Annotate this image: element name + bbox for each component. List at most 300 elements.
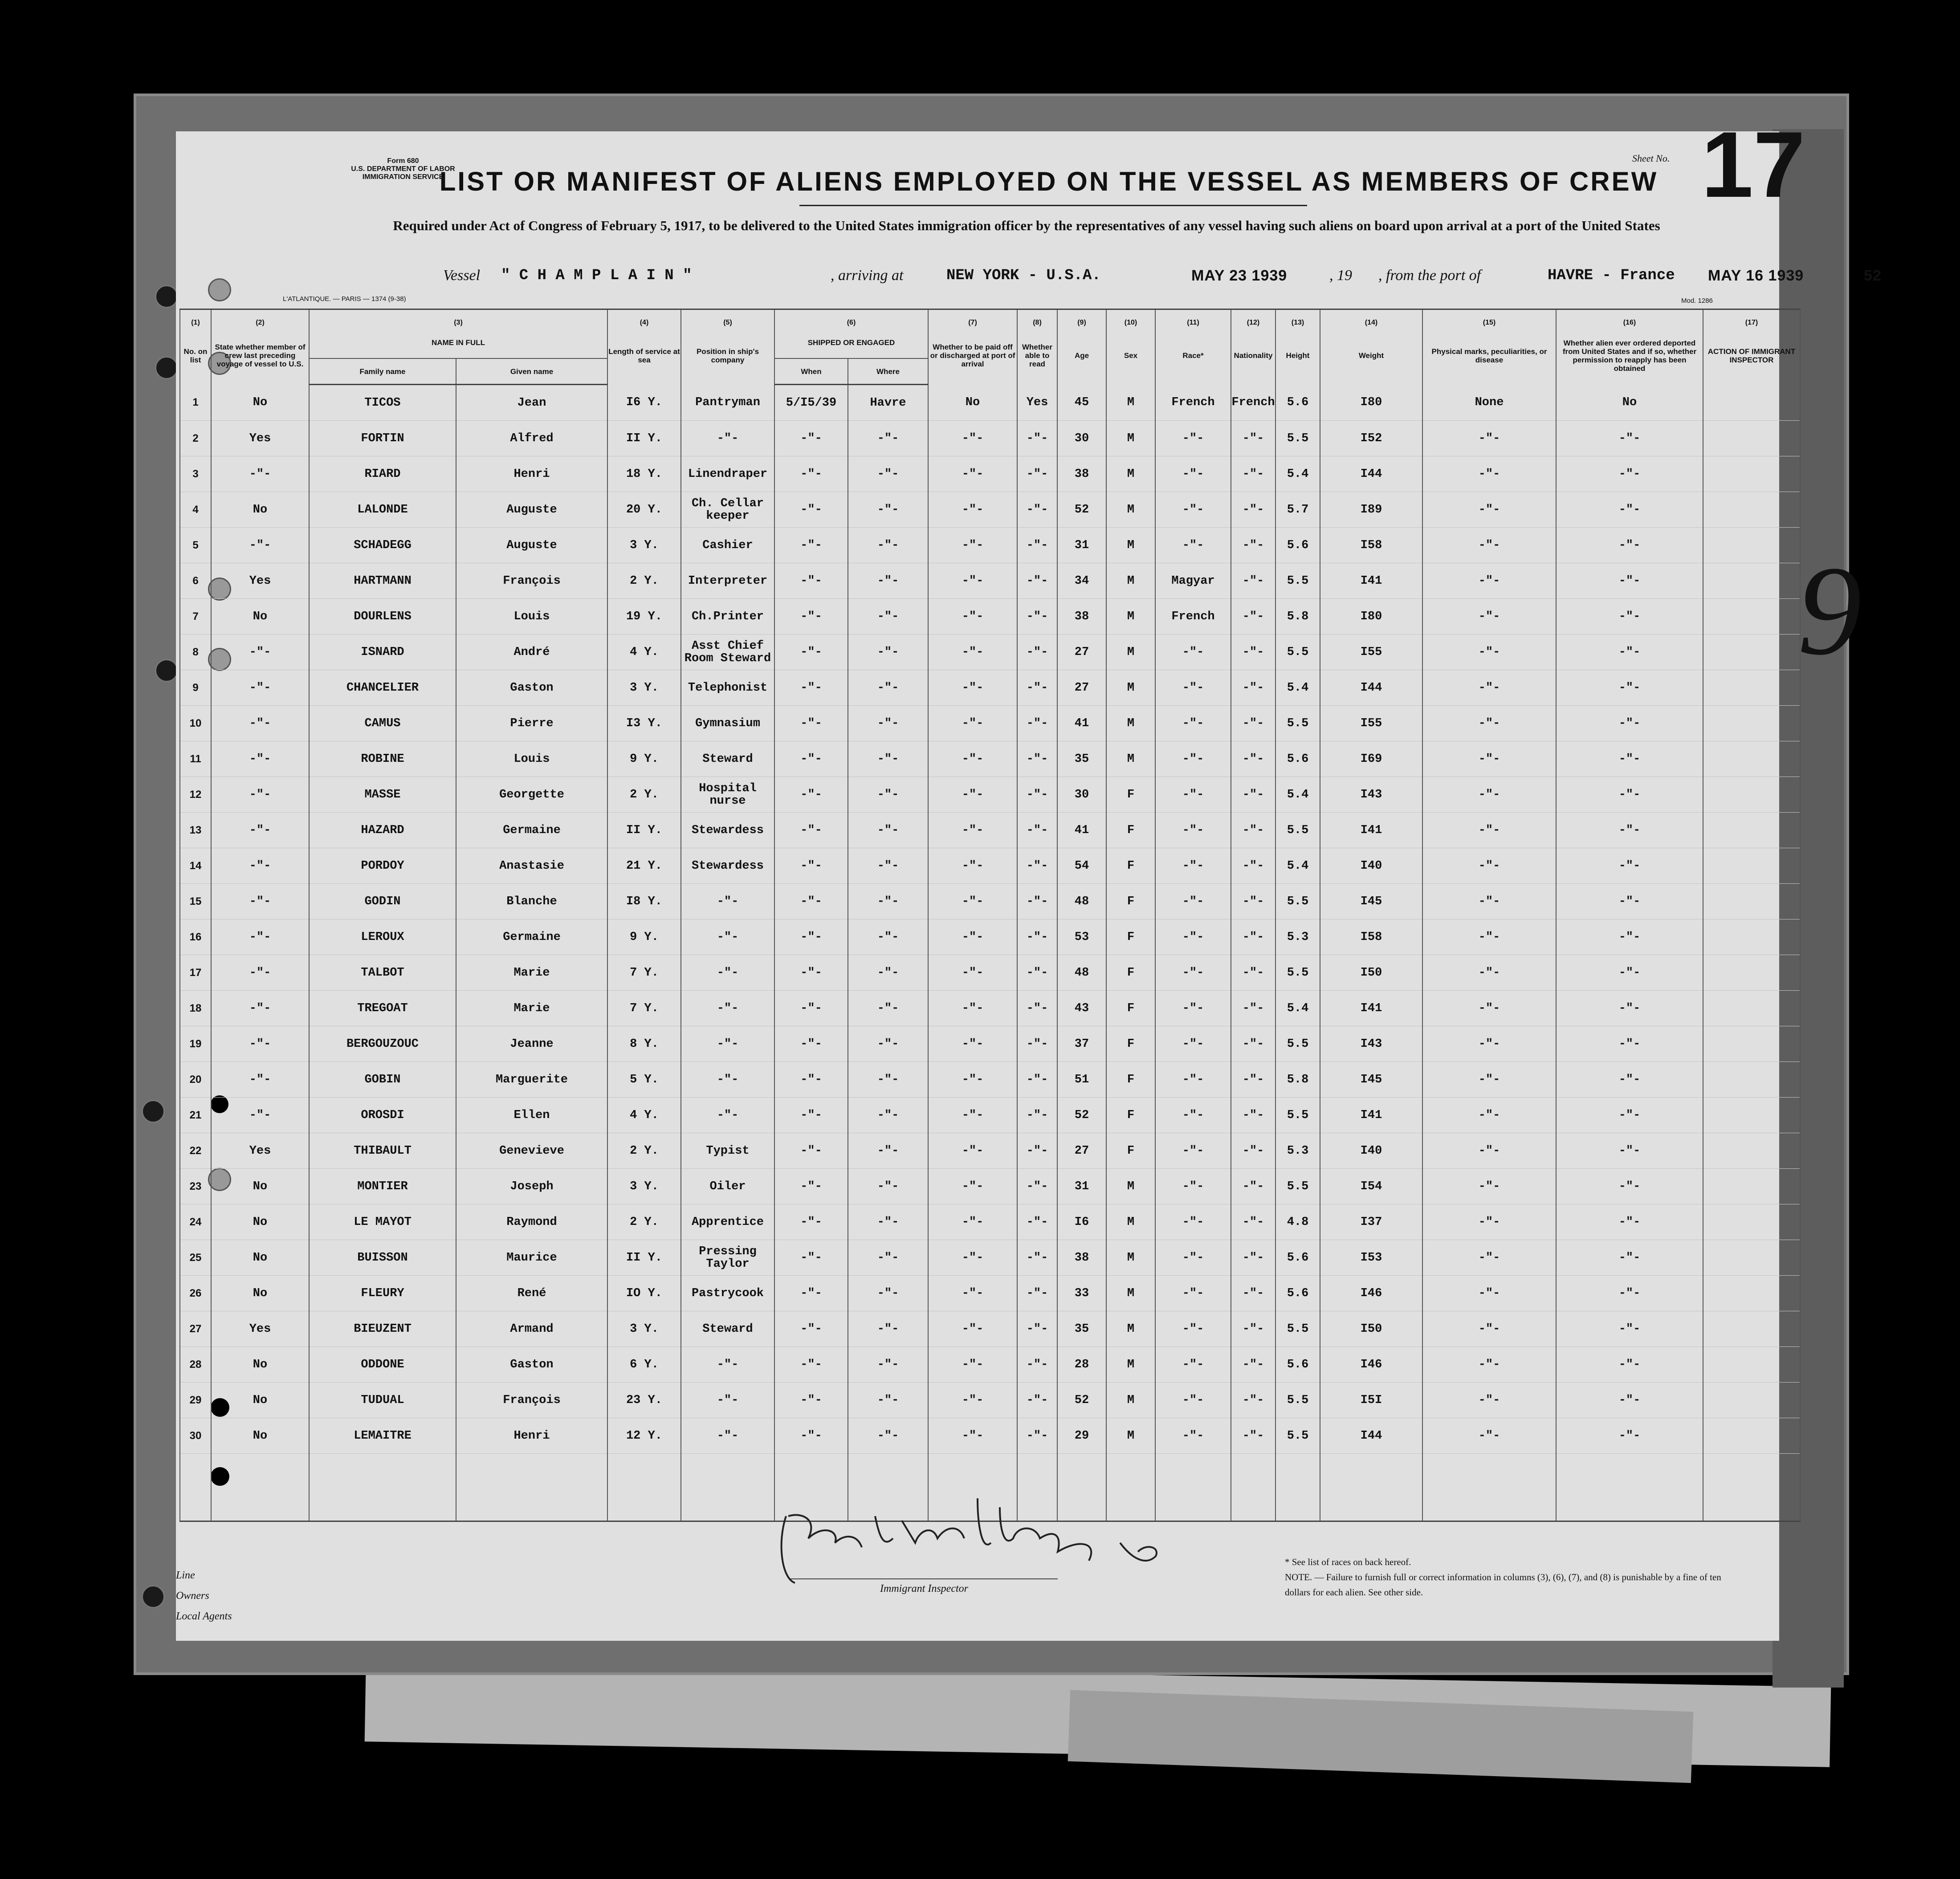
column-number: (15): [1422, 309, 1556, 327]
cell-nationality: -"-: [1231, 813, 1275, 848]
page-title: LIST OR MANIFEST OF ALIENS EMPLOYED ON THE VESSEL AS MEMBERS OF CREW: [439, 167, 1658, 196]
cell-height: 5.6: [1275, 1276, 1320, 1311]
column-number: (17): [1703, 309, 1800, 327]
cell-previous-voyage: Yes: [211, 1311, 309, 1347]
cell-race: -"-: [1155, 777, 1231, 813]
cell-paid-off: -"-: [928, 1062, 1017, 1098]
cell-family-name: TUDUAL: [309, 1383, 456, 1418]
cell-previous-voyage: -"-: [211, 813, 309, 848]
cell-length-of-service: 23 Y.: [607, 1383, 681, 1418]
cell-where: -"-: [848, 991, 928, 1026]
cell-race: French: [1155, 385, 1231, 421]
cell-height: 5.5: [1275, 1383, 1320, 1418]
cell-sex: F: [1106, 1026, 1155, 1062]
inspector-signature-line: [791, 1578, 1058, 1579]
cell-previous-voyage: No: [211, 1418, 309, 1454]
cell-race: -"-: [1155, 528, 1231, 563]
cell-list-number: 23: [180, 1169, 211, 1204]
cell-height: 5.3: [1275, 919, 1320, 955]
cell-paid-off: -"-: [928, 706, 1017, 741]
cell-height: 5.5: [1275, 1169, 1320, 1204]
cell-nationality: -"-: [1231, 1383, 1275, 1418]
cell-sex: M: [1106, 1169, 1155, 1204]
cell-given-name: Gaston: [456, 1347, 607, 1383]
cell-sex: F: [1106, 991, 1155, 1026]
cell-nationality: French: [1231, 385, 1275, 421]
cell-deported: -"-: [1556, 599, 1703, 634]
cell-list-number: 2: [180, 421, 211, 456]
printer-imprint: L'ATLANTIQUE. — PARIS — 1374 (9-38): [283, 295, 406, 303]
cell-able-to-read: -"-: [1017, 1026, 1057, 1062]
column-number: (8): [1017, 309, 1057, 327]
table-row: [180, 1383, 1800, 1418]
cell-when: -"-: [774, 1169, 848, 1204]
cell-deported: -"-: [1556, 1098, 1703, 1133]
binder-hole: [155, 659, 178, 682]
cell-weight: I41: [1320, 1098, 1422, 1133]
header-family-name: Family name: [309, 358, 456, 385]
table-row: [180, 528, 1800, 563]
cell-race: -"-: [1155, 1026, 1231, 1062]
cell-age: 28: [1057, 1347, 1106, 1383]
cell-previous-voyage: No: [211, 1204, 309, 1240]
table-row: [180, 421, 1800, 456]
cell-deported: -"-: [1556, 991, 1703, 1026]
cell-deported: No: [1556, 385, 1703, 421]
cell-list-number: 21: [180, 1098, 211, 1133]
cell-when: -"-: [774, 1383, 848, 1418]
cell-age: 51: [1057, 1062, 1106, 1098]
table-row: [180, 991, 1800, 1026]
cell-paid-off: -"-: [928, 919, 1017, 955]
cell-previous-voyage: Yes: [211, 421, 309, 456]
cell-physical-marks: -"-: [1422, 955, 1556, 991]
cell-physical-marks: -"-: [1422, 884, 1556, 919]
cell-previous-voyage: -"-: [211, 528, 309, 563]
cell-where: -"-: [848, 1026, 928, 1062]
arriving-port: NEW YORK - U.S.A.: [946, 267, 1101, 284]
cell-length-of-service: 18 Y.: [607, 456, 681, 492]
cell-age: 38: [1057, 599, 1106, 634]
sheet-number: 17: [1701, 112, 1805, 217]
cell-race: -"-: [1155, 670, 1231, 706]
cell-inspector-action: [1703, 1204, 1800, 1240]
cell-position: -"-: [681, 1098, 774, 1133]
cell-position: -"-: [681, 884, 774, 919]
cell-deported: -"-: [1556, 919, 1703, 955]
cell-deported: -"-: [1556, 884, 1703, 919]
cell-list-number: 17: [180, 955, 211, 991]
cell-given-name: Marie: [456, 991, 607, 1026]
cell-position: Interpreter: [681, 563, 774, 599]
stamp-number: 52: [1864, 267, 1882, 284]
cell-position: Gymnasium: [681, 706, 774, 741]
cell-length-of-service: 3 Y.: [607, 528, 681, 563]
cell-age: 34: [1057, 563, 1106, 599]
cell-physical-marks: -"-: [1422, 528, 1556, 563]
cell-family-name: HAZARD: [309, 813, 456, 848]
table-row: [180, 1133, 1800, 1169]
cell-given-name: Jean: [456, 385, 607, 421]
cell-deported: -"-: [1556, 528, 1703, 563]
cell-family-name: CAMUS: [309, 706, 456, 741]
cell-deported: -"-: [1556, 741, 1703, 777]
cell-weight: I50: [1320, 955, 1422, 991]
form-number: Form 680: [387, 157, 419, 165]
cell-when: -"-: [774, 813, 848, 848]
cell-sex: F: [1106, 955, 1155, 991]
year-label: , 19: [1329, 267, 1352, 284]
cell-position: -"-: [681, 1418, 774, 1454]
cell-weight: I46: [1320, 1347, 1422, 1383]
cell-nationality: -"-: [1231, 955, 1275, 991]
cell-where: -"-: [848, 919, 928, 955]
blank-cell: [1422, 1454, 1556, 1521]
cell-where: -"-: [848, 777, 928, 813]
cell-able-to-read: -"-: [1017, 456, 1057, 492]
cell-physical-marks: -"-: [1422, 848, 1556, 884]
cell-family-name: OROSDI: [309, 1098, 456, 1133]
table-row: [180, 1026, 1800, 1062]
department-name: U.S. DEPARTMENT OF LABOR: [351, 165, 455, 173]
cell-sex: F: [1106, 919, 1155, 955]
cell-sex: M: [1106, 741, 1155, 777]
cell-family-name: BERGOUZOUC: [309, 1026, 456, 1062]
cell-weight: I44: [1320, 670, 1422, 706]
cell-weight: I45: [1320, 884, 1422, 919]
cell-when: -"-: [774, 528, 848, 563]
cell-able-to-read: -"-: [1017, 884, 1057, 919]
cell-family-name: TREGOAT: [309, 991, 456, 1026]
cell-given-name: Henri: [456, 456, 607, 492]
cell-length-of-service: 2 Y.: [607, 777, 681, 813]
cell-nationality: -"-: [1231, 1418, 1275, 1454]
cell-age: 29: [1057, 1418, 1106, 1454]
cell-inspector-action: [1703, 1062, 1800, 1098]
table-row: [180, 741, 1800, 777]
cell-physical-marks: -"-: [1422, 1347, 1556, 1383]
cell-previous-voyage: No: [211, 385, 309, 421]
cell-where: -"-: [848, 1240, 928, 1276]
cell-inspector-action: [1703, 599, 1800, 634]
cell-length-of-service: II Y.: [607, 813, 681, 848]
cell-when: -"-: [774, 421, 848, 456]
cell-previous-voyage: -"-: [211, 1098, 309, 1133]
column-number: (3): [309, 309, 607, 327]
arriving-label: , arriving at: [831, 267, 904, 284]
cell-age: 48: [1057, 955, 1106, 991]
cell-when: -"-: [774, 1347, 848, 1383]
cell-able-to-read: -"-: [1017, 1311, 1057, 1347]
cell-given-name: Louis: [456, 741, 607, 777]
cell-when: -"-: [774, 706, 848, 741]
cell-physical-marks: -"-: [1422, 777, 1556, 813]
table-row: [180, 1240, 1800, 1276]
cell-physical-marks: -"-: [1422, 599, 1556, 634]
cell-position: -"-: [681, 991, 774, 1026]
header-given-name: Given name: [456, 358, 607, 385]
cell-height: 5.7: [1275, 492, 1320, 528]
cell-length-of-service: 2 Y.: [607, 1133, 681, 1169]
cell-height: 4.8: [1275, 1204, 1320, 1240]
cell-position: -"-: [681, 919, 774, 955]
cell-height: 5.4: [1275, 456, 1320, 492]
races-note: * See list of races on back hereof.: [1285, 1557, 1411, 1567]
cell-deported: -"-: [1556, 1026, 1703, 1062]
cell-length-of-service: I3 Y.: [607, 706, 681, 741]
cell-nationality: -"-: [1231, 1133, 1275, 1169]
cell-able-to-read: -"-: [1017, 1347, 1057, 1383]
cell-sex: M: [1106, 1240, 1155, 1276]
cell-position: Linendraper: [681, 456, 774, 492]
cell-age: 45: [1057, 385, 1106, 421]
table-row: [180, 1418, 1800, 1454]
cell-able-to-read: -"-: [1017, 1418, 1057, 1454]
cell-nationality: -"-: [1231, 991, 1275, 1026]
cell-position: -"-: [681, 1347, 774, 1383]
cell-age: 31: [1057, 528, 1106, 563]
cell-age: 27: [1057, 1133, 1106, 1169]
blank-cell: [1556, 1454, 1703, 1521]
cell-when: -"-: [774, 456, 848, 492]
cell-when: -"-: [774, 848, 848, 884]
cell-able-to-read: -"-: [1017, 599, 1057, 634]
margin-annotation: [1790, 534, 1879, 695]
header-age: Age: [1057, 327, 1106, 385]
cell-family-name: MASSE: [309, 777, 456, 813]
cell-nationality: -"-: [1231, 1062, 1275, 1098]
table-row: [180, 670, 1800, 706]
page-subtitle: Required under Act of Congress of February 5, 1917, to be delivered to the United States immigration officer by the representatives of any vessel having such aliens on board upon arrival at a port of the United States: [393, 218, 1660, 233]
cell-paid-off: -"-: [928, 421, 1017, 456]
cell-given-name: André: [456, 634, 607, 670]
cell-weight: I55: [1320, 706, 1422, 741]
cell-family-name: SCHADEGG: [309, 528, 456, 563]
cell-age: 27: [1057, 634, 1106, 670]
cell-when: -"-: [774, 599, 848, 634]
cell-physical-marks: -"-: [1422, 1098, 1556, 1133]
cell-physical-marks: None: [1422, 385, 1556, 421]
cell-race: -"-: [1155, 991, 1231, 1026]
cell-sex: M: [1106, 1418, 1155, 1454]
cell-family-name: LE MAYOT: [309, 1204, 456, 1240]
cell-when: -"-: [774, 563, 848, 599]
cell-physical-marks: -"-: [1422, 1311, 1556, 1347]
cell-when: -"-: [774, 1276, 848, 1311]
cell-age: 52: [1057, 1098, 1106, 1133]
cell-inspector-action: [1703, 1133, 1800, 1169]
cell-where: -"-: [848, 670, 928, 706]
cell-sex: F: [1106, 813, 1155, 848]
inspector-label: Immigrant Inspector: [880, 1583, 968, 1594]
cell-physical-marks: -"-: [1422, 1418, 1556, 1454]
cell-inspector-action: [1703, 1383, 1800, 1418]
cell-height: 5.5: [1275, 563, 1320, 599]
cell-family-name: LEROUX: [309, 919, 456, 955]
blank-cell: [211, 1454, 309, 1521]
cell-list-number: 29: [180, 1383, 211, 1418]
cell-weight: I69: [1320, 741, 1422, 777]
cell-family-name: LALONDE: [309, 492, 456, 528]
header-name-in-full: NAME IN FULL: [309, 327, 607, 358]
cell-paid-off: -"-: [928, 1169, 1017, 1204]
cell-physical-marks: -"-: [1422, 741, 1556, 777]
cell-weight: I80: [1320, 385, 1422, 421]
cell-previous-voyage: -"-: [211, 991, 309, 1026]
cell-age: 30: [1057, 421, 1106, 456]
fine-note: [1285, 1570, 1721, 1600]
header-deported: Whether alien ever ordered deported from United States and if so, whether permission to reapply has been obtained: [1556, 327, 1703, 385]
cell-position: Pantryman: [681, 385, 774, 421]
cell-family-name: TALBOT: [309, 955, 456, 991]
cell-inspector-action: [1703, 884, 1800, 919]
cell-nationality: -"-: [1231, 528, 1275, 563]
cell-physical-marks: -"-: [1422, 991, 1556, 1026]
cell-able-to-read: -"-: [1017, 777, 1057, 813]
column-number: (7): [928, 309, 1017, 327]
cell-list-number: 27: [180, 1311, 211, 1347]
cell-nationality: -"-: [1231, 741, 1275, 777]
cell-previous-voyage: -"-: [211, 884, 309, 919]
cell-inspector-action: [1703, 385, 1800, 421]
cell-list-number: 11: [180, 741, 211, 777]
cell-family-name: FORTIN: [309, 421, 456, 456]
cell-position: Ch. Cellar keeper: [681, 492, 774, 528]
cell-physical-marks: -"-: [1422, 706, 1556, 741]
cell-sex: M: [1106, 528, 1155, 563]
cell-inspector-action: [1703, 1347, 1800, 1383]
cell-family-name: RIARD: [309, 456, 456, 492]
cell-age: 31: [1057, 1169, 1106, 1204]
cell-given-name: Jeanne: [456, 1026, 607, 1062]
cell-where: -"-: [848, 1276, 928, 1311]
cell-family-name: PORDOY: [309, 848, 456, 884]
cell-able-to-read: -"-: [1017, 1276, 1057, 1311]
header-when: When: [774, 358, 848, 385]
header-shipped-engaged: SHIPPED OR ENGAGED: [774, 327, 928, 358]
cell-height: 5.5: [1275, 1311, 1320, 1347]
cell-position: -"-: [681, 955, 774, 991]
cell-list-number: 26: [180, 1276, 211, 1311]
cell-race: -"-: [1155, 741, 1231, 777]
cell-length-of-service: 4 Y.: [607, 1098, 681, 1133]
cell-inspector-action: [1703, 1026, 1800, 1062]
cell-race: -"-: [1155, 919, 1231, 955]
cell-nationality: -"-: [1231, 919, 1275, 955]
crew-manifest-table: [179, 309, 1801, 1522]
cell-given-name: René: [456, 1276, 607, 1311]
cell-age: 54: [1057, 848, 1106, 884]
cell-list-number: 15: [180, 884, 211, 919]
cell-race: -"-: [1155, 955, 1231, 991]
cell-when: -"-: [774, 919, 848, 955]
cell-list-number: 10: [180, 706, 211, 741]
footer-labels: [176, 1565, 232, 1627]
cell-list-number: 30: [180, 1418, 211, 1454]
cell-when: 5/I5/39: [774, 385, 848, 421]
cell-deported: -"-: [1556, 1133, 1703, 1169]
cell-length-of-service: II Y.: [607, 421, 681, 456]
cell-inspector-action: [1703, 848, 1800, 884]
cell-given-name: Gaston: [456, 670, 607, 706]
cell-paid-off: -"-: [928, 741, 1017, 777]
cell-weight: I43: [1320, 1026, 1422, 1062]
cell-length-of-service: 2 Y.: [607, 1204, 681, 1240]
cell-height: 5.5: [1275, 884, 1320, 919]
header-weight: Weight: [1320, 327, 1422, 385]
cell-paid-off: -"-: [928, 528, 1017, 563]
cell-inspector-action: [1703, 813, 1800, 848]
column-number: (16): [1556, 309, 1703, 327]
cell-position: Apprentice: [681, 1204, 774, 1240]
cell-paid-off: -"-: [928, 1418, 1017, 1454]
cell-nationality: -"-: [1231, 670, 1275, 706]
cell-previous-voyage: Yes: [211, 563, 309, 599]
vessel-info-line: [310, 267, 1882, 289]
note-text: Failure to furnish full or correct information in columns (3), (6), (7), and (8) is punishable by a fine of ten dollars for each alien. See other side.: [1285, 1572, 1721, 1598]
cell-list-number: 5: [180, 528, 211, 563]
cell-age: 30: [1057, 777, 1106, 813]
cell-sex: M: [1106, 385, 1155, 421]
cell-when: -"-: [774, 1098, 848, 1133]
cell-previous-voyage: -"-: [211, 955, 309, 991]
cell-physical-marks: -"-: [1422, 421, 1556, 456]
cell-deported: -"-: [1556, 955, 1703, 991]
blank-cell: [456, 1454, 607, 1521]
cell-deported: -"-: [1556, 563, 1703, 599]
cell-nationality: -"-: [1231, 634, 1275, 670]
table-row: [180, 634, 1800, 670]
cell-able-to-read: -"-: [1017, 1204, 1057, 1240]
cell-physical-marks: -"-: [1422, 670, 1556, 706]
cell-age: 35: [1057, 1311, 1106, 1347]
cell-able-to-read: -"-: [1017, 955, 1057, 991]
cell-sex: F: [1106, 884, 1155, 919]
cell-race: -"-: [1155, 1133, 1231, 1169]
cell-where: -"-: [848, 1347, 928, 1383]
cell-weight: I46: [1320, 1276, 1422, 1311]
cell-previous-voyage: -"-: [211, 670, 309, 706]
cell-paid-off: -"-: [928, 456, 1017, 492]
cell-age: 27: [1057, 670, 1106, 706]
cell-race: -"-: [1155, 1062, 1231, 1098]
cell-able-to-read: -"-: [1017, 813, 1057, 848]
manifest-body: [180, 385, 1800, 1521]
table-row: [180, 1098, 1800, 1133]
cell-deported: -"-: [1556, 1276, 1703, 1311]
inspector-signature: [768, 1489, 1169, 1592]
cell-family-name: BIEUZENT: [309, 1311, 456, 1347]
cell-length-of-service: 6 Y.: [607, 1347, 681, 1383]
cell-physical-marks: -"-: [1422, 1133, 1556, 1169]
cell-when: -"-: [774, 670, 848, 706]
cell-height: 5.3: [1275, 1133, 1320, 1169]
cell-inspector-action: [1703, 955, 1800, 991]
cell-given-name: Raymond: [456, 1204, 607, 1240]
cell-position: Stewardess: [681, 848, 774, 884]
cell-nationality: -"-: [1231, 1026, 1275, 1062]
cell-family-name: FLEURY: [309, 1276, 456, 1311]
cell-where: -"-: [848, 634, 928, 670]
cell-list-number: 1: [180, 385, 211, 421]
header-sex: Sex: [1106, 327, 1155, 385]
cell-race: -"-: [1155, 706, 1231, 741]
cell-previous-voyage: Yes: [211, 1133, 309, 1169]
cell-family-name: BUISSON: [309, 1240, 456, 1276]
cell-sex: M: [1106, 1311, 1155, 1347]
cell-age: 52: [1057, 492, 1106, 528]
cell-nationality: -"-: [1231, 1347, 1275, 1383]
